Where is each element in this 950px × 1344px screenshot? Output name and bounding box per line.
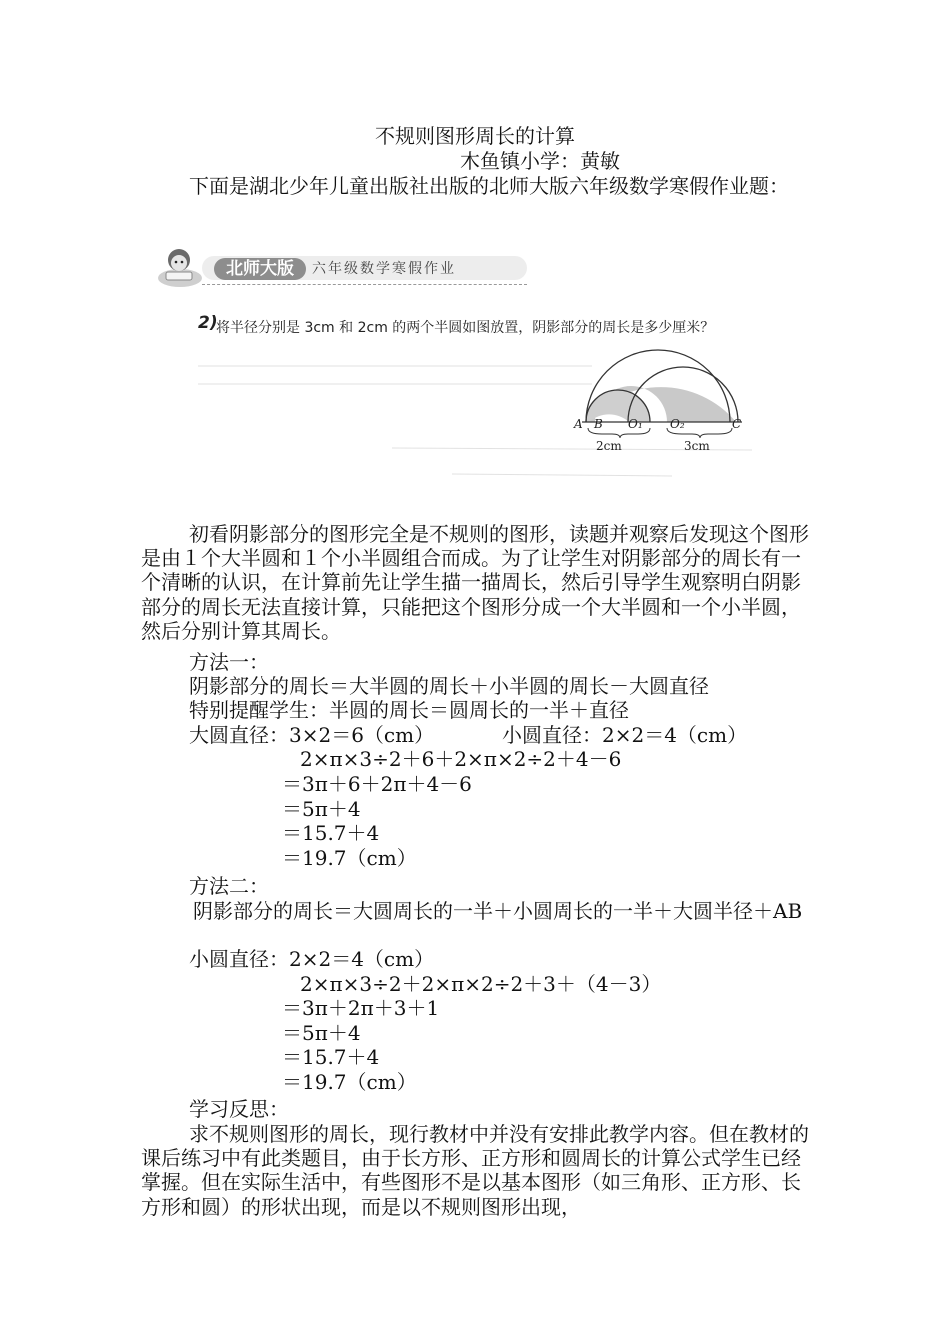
method1-step: ＝3π＋6＋2π＋4－6 — [282, 772, 472, 796]
document-title: 不规则图形周长的计算 — [375, 124, 575, 148]
question-text: 将半径分别是 3cm 和 2cm 的两个半圆如图放置，阴影部分的周长是多少厘米？ — [216, 320, 715, 336]
method1-step: ＝19.7（cm） — [282, 846, 417, 870]
intro-paragraph: 下面是湖北少年儿童出版社出版的北师大版六年级数学寒假作业题： — [189, 174, 789, 198]
label-a: A — [574, 417, 583, 431]
method2-step: ＝15.7＋4 — [282, 1045, 380, 1069]
question-number: 2) — [198, 313, 218, 333]
method2-step: ＝3π＋2π＋3＋1 — [282, 996, 440, 1020]
workbook-clipping — [152, 238, 762, 500]
method1-reminder: 特别提醒学生：半圆的周长＝圆周长的一半＋直径 — [189, 698, 629, 722]
semicircle-figure — [152, 238, 762, 500]
reflection-paragraph: 求不规则图形的周长，现行教材中并没有安排此教学内容。但在教材的课后练习中有此类题目，由于长方形、正方形和圆周长的计算公式学生已经掌握。但在实际生活中，有些图形不是以基本图形（如三角形、正方形、长方形和圆）的形状出现，而是以不规则图形出现， — [141, 1122, 809, 1219]
analysis-paragraph: 初看阴影部分的图形完全是不规则的图形，读题并观察后发现这个图形是由１个大半圆和１个小半圆组合而成。为了让学生对阴影部分的周长有一个清晰的认识，在计算前先让学生描一描周长，然后引导学生观察明白阴影部分的周长无法直接计算，只能把这个图形分成一个大半圆和一个小半圆，然后分别计算其周长。 — [141, 522, 809, 643]
method2-small-diameter: 小圆直径：2×2＝4（cm） — [189, 947, 435, 971]
method2-formula: 阴影部分的周长＝大圆周长的一半＋小圆周长的一半＋大圆半径＋AB — [193, 899, 803, 923]
banner-subtitle: 六年级数学寒假作业 — [312, 261, 456, 277]
method1-step: ＝5π＋4 — [282, 797, 361, 821]
banner-label: 北师大版 — [214, 258, 306, 280]
method1-formula: 阴影部分的周长＝大半圆的周长＋小半圆的周长－大圆直径 — [189, 674, 709, 698]
method1-step: ＝15.7＋4 — [282, 821, 380, 845]
label-b: B — [594, 417, 603, 431]
method1-big-diameter: 大圆直径：3×2＝6（cm） — [189, 723, 435, 747]
label-o2: O₂ — [670, 417, 685, 431]
method2-step: ＝5π＋4 — [282, 1021, 361, 1045]
method1-step: 2×π×3÷2＋6＋2×π×2÷2＋4－6 — [300, 747, 622, 771]
label-small-dimension: 2cm — [596, 439, 622, 453]
method1-heading: 方法一： — [189, 650, 269, 674]
method1-small-diameter: 小圆直径：2×2＝4（cm） — [502, 723, 748, 747]
method2-step: ＝19.7（cm） — [282, 1070, 417, 1094]
label-o1: O₁ — [628, 417, 643, 431]
method2-step: 2×π×3÷2＋2×π×2÷2＋3＋（4－3） — [300, 972, 662, 996]
method2-heading: 方法二： — [189, 874, 269, 898]
label-c: C — [732, 417, 742, 431]
author-line: 木鱼镇小学：黄敏 — [460, 149, 620, 173]
reflection-heading: 学习反思： — [189, 1097, 289, 1121]
label-large-dimension: 3cm — [684, 439, 710, 453]
